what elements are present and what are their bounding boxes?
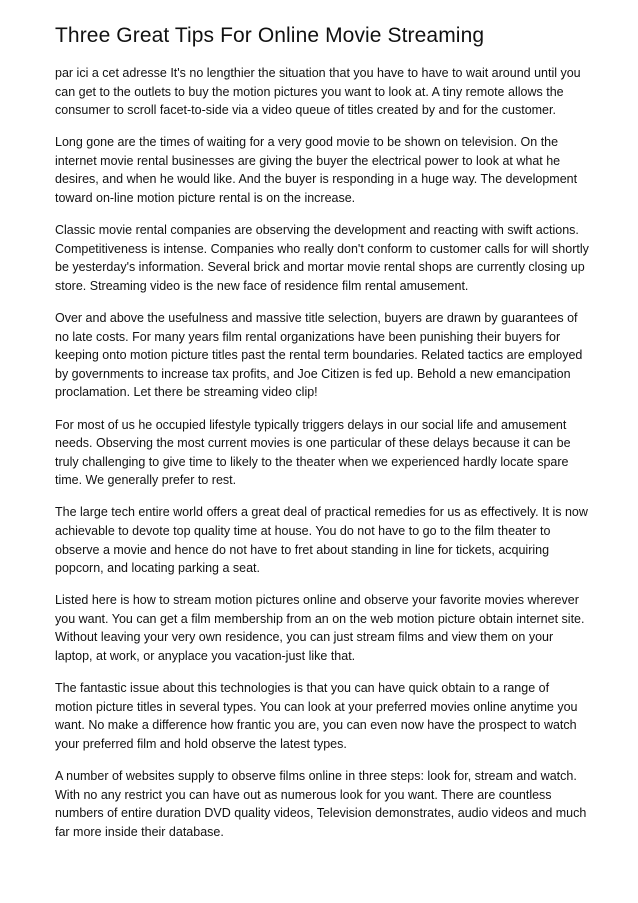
paragraph-fantastic-issue: The fantastic issue about this technologies is that you can have quick obtain to a range of motion picture titles in several types. You can look at your preferred movies online anytime you want. No make a difference how frantic you are, you can even now have the prospect to watch your preferred film and hold observe the latest types. [55, 681, 578, 751]
paragraph-no-late-costs: Over and above the usefulness and massive title selection, buyers are drawn by guarantees of no late costs. For many years film rental organizations have been punishing their buyers for keeping onto motion picture titles past the rental term boundaries. Related tactics are employed by governments to increase tax profits, and Joe Citizen is fed up. Behold a new emancipation proclamation. Let there be streaming video clip! [55, 311, 583, 400]
document-title: Three Great Tips For Online Movie Streaming [55, 24, 485, 47]
paragraph-three-steps: A number of websites supply to observe films online in three steps: look for, stream and watch. With no any restrict you can have out as numerous look for you want. There are countless numbers of entire duration DVD quality videos, Television demonstrates, audio videos and much far more inside their database. [55, 769, 587, 839]
paragraph-how-to-stream: Listed here is how to stream motion pictures online and observe your favorite movies wherever you want. You can get a film membership from an on the web motion picture obtain internet site. Without leaving your very own residence, you can just stream films and view them on your laptop, at work, or anyplace you vacation-just like that. [55, 593, 585, 664]
paragraph-tech-remedies: The large tech entire world offers a great deal of practical remedies for us as effectively. It is now achievable to devote top quality time at house. You do not have to go to the film theater to observe a movie and hence do not have to fret about standing in line for tickets, acquiring popcorn, and locating parking a seat. [55, 505, 588, 576]
paragraph-intro: par ici a cet adresse It's no lengthier the situation that you have to have to wait around until you can get to the outlets to buy the motion pictures you want to look at. A tiny remote allows the consumer to scroll facet-to-side via a video queue of titles created by and for the customer. [55, 66, 581, 118]
document-page [55, 22, 589, 855]
paragraph-busy-lifestyle: For most of us he occupied lifestyle typically triggers delays in our social life and amusement needs. Observing the most current movies is one particular of these delays because it can be truly challenging to give time to likely to the theater when we experienced hardly locate spare time. We generally prefer to rest. [55, 417, 571, 488]
paragraph-classic-rental: Classic movie rental companies are observing the development and reacting with swift actions. Competitiveness is intense. Companies who really don't conform to customer calls for will shortly be yesterday's information. Several brick and mortar movie rental shops are currently closing up store. Streaming video is the new face of residence film rental amusement. [55, 223, 589, 293]
paragraph-long-gone: Long gone are the times of waiting for a very good movie to be shown on television. On the internet movie rental businesses are giving the buyer the electrical power to look at what he desires, and when he would like. And the buyer is responding in a huge way. The development toward on-line motion picture rental is on the increase. [55, 135, 578, 206]
